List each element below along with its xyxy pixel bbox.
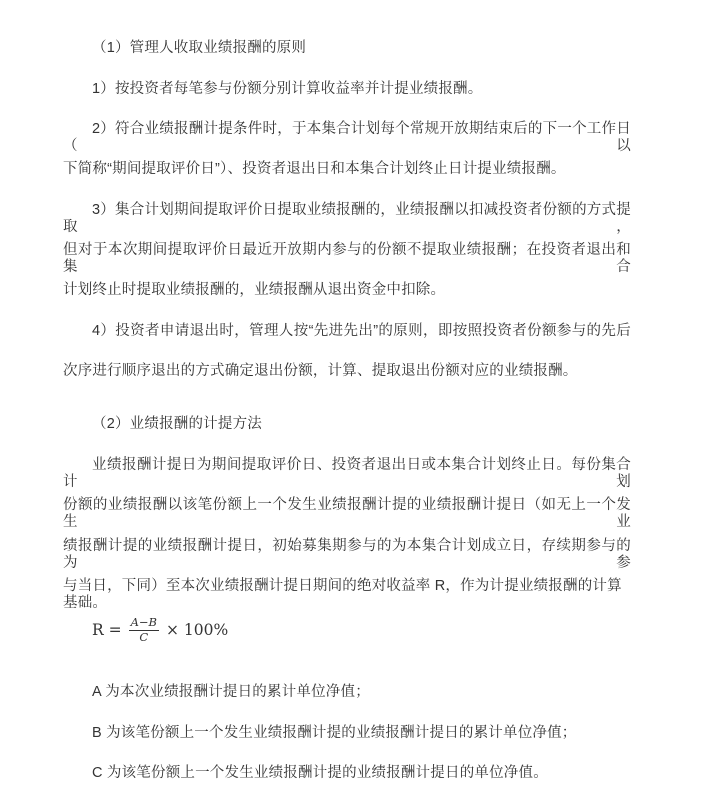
principle-2-line-1: 2）符合业绩报酬计提条件时，于本集合计划每个常规开放期结束后的下一个工作日（以 (63, 121, 631, 154)
section-1-heading: （1）管理人收取业绩报酬的原则 (92, 40, 307, 56)
variable-a-definition: A 为本次业绩报酬计提日的累计单位净值； (92, 684, 370, 700)
fraction-denominator: C (139, 630, 149, 644)
principle-1-line: 1）按投资者每笔参与份额分别计算收益率并计提业绩报酬。 (92, 81, 483, 97)
return-rate-formula (92, 607, 228, 653)
variable-c-definition: C 为该笔份额上一个发生业绩报酬计提的业绩报酬计提日的单位净值。 (92, 765, 548, 781)
method-line-1: 业绩报酬计提日为期间提取评价日、投资者退出日或本集合计划终止日。每份集合计划 (63, 457, 631, 490)
section-2-heading: （2）业绩报酬的计提方法 (92, 416, 262, 432)
principle-3-line-2: 但对于本次期间提取评价日最近开放期内参与的份额不提取业绩报酬；在投资者退出和集合 (63, 242, 631, 275)
principle-3-line-1: 3）集合计划期间提取评价日提取业绩报酬的，业绩报酬以扣减投资者份额的方式提取， (63, 202, 631, 235)
principle-4-line-2: 次序进行顺序退出的方式确定退出份额，计算、提取退出份额对应的业绩报酬。 (63, 363, 578, 379)
formula-multiplier: × 100% (166, 621, 229, 639)
method-line-3: 绩报酬计提的业绩报酬计提日，初始募集期参与的为本集合计划成立日，存续期参与的为参 (63, 538, 631, 571)
method-line-2: 份额的业绩报酬以该笔份额上一个发生业绩报酬计提的业绩报酬计提日（如无上一个发生业 (63, 497, 631, 530)
fraction-numerator: A−B (130, 614, 157, 629)
method-line-4: 与当日，下同）至本次业绩报酬计提日期间的绝对收益率 R，作为计提业绩报酬的计算基础。 (63, 578, 622, 611)
principle-2-line-2: 下简称“期间提取评价日”）、投资者退出日和本集合计划终止日计提业绩报酬。 (63, 161, 566, 177)
variable-b-definition: B 为该笔份额上一个发生业绩报酬计提的业绩报酬计提日的累计单位净值； (92, 725, 577, 741)
formula-lhs: R = (92, 621, 122, 639)
formula-fraction (129, 615, 159, 645)
principle-3-line-3: 计划终止时提取业绩报酬的，业绩报酬从退出资金中扣除。 (63, 282, 446, 298)
principle-4-line-1: 4）投资者申请退出时，管理人按“先进先出”的原则，即按照投资者份额参与的先后 (92, 323, 631, 339)
